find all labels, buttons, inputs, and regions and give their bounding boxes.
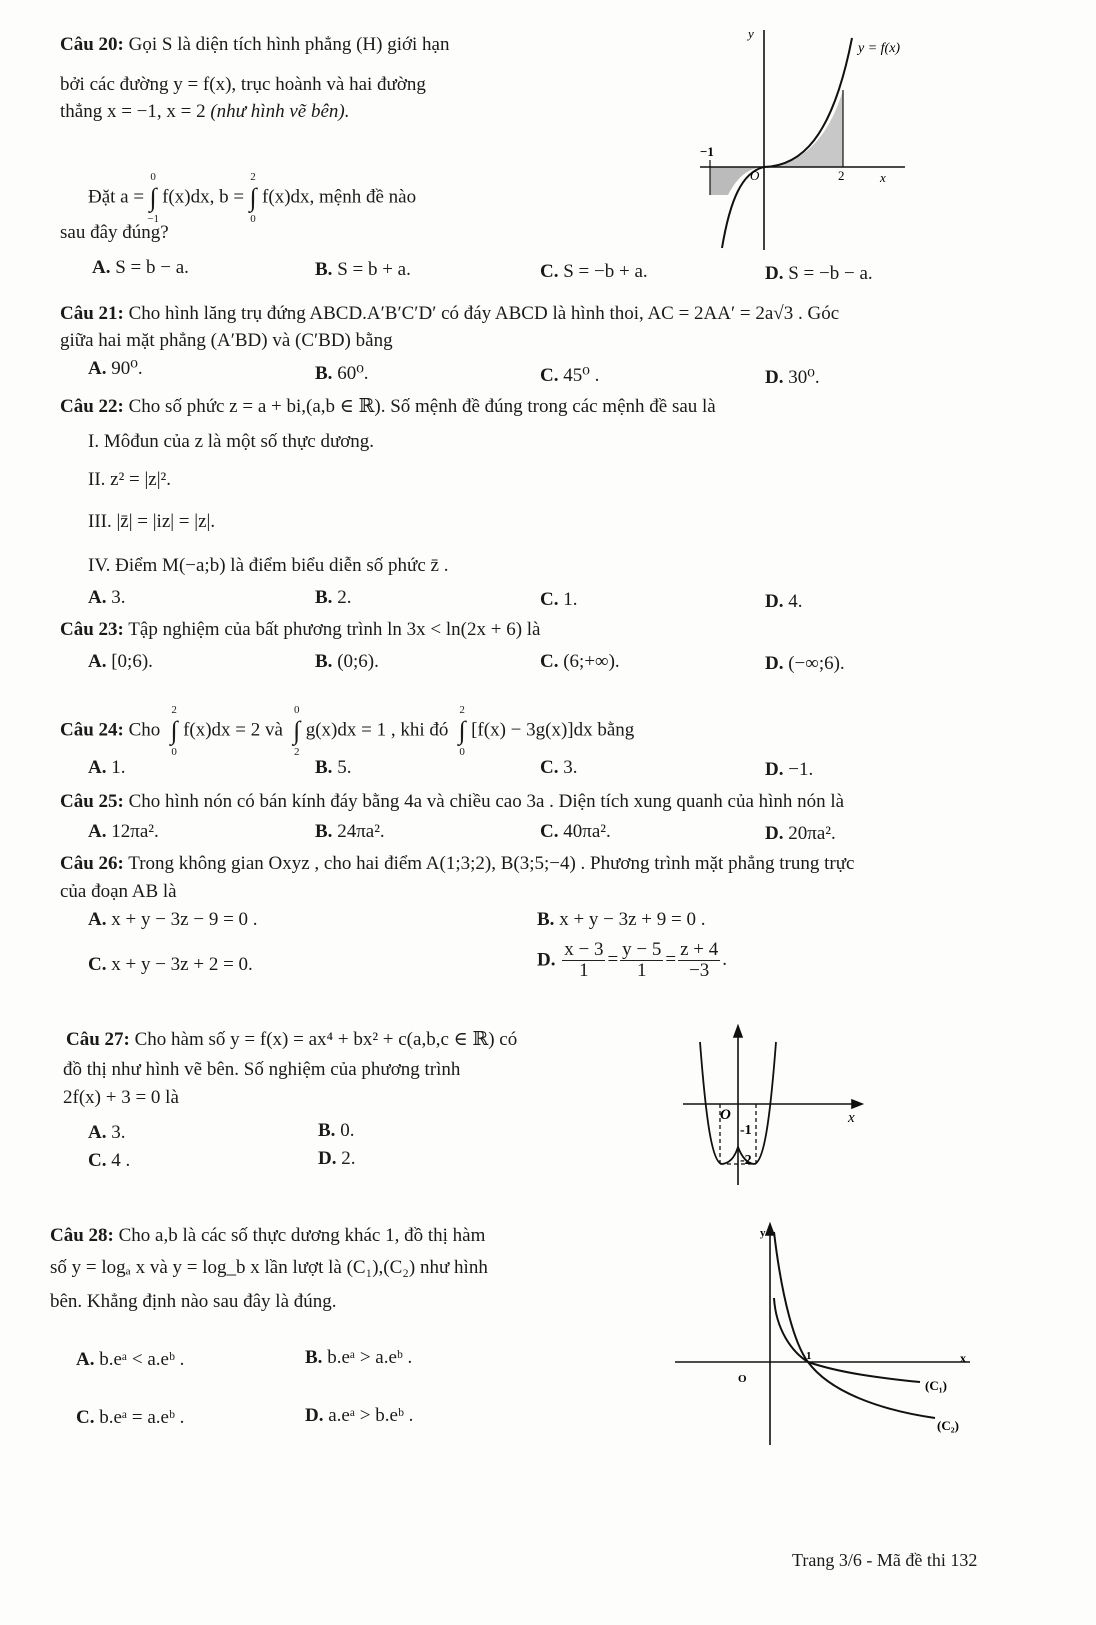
q20-option-d: D. S = −b − a. xyxy=(765,263,873,284)
q20-label-o: O xyxy=(750,168,760,183)
q25-option-b: B. 24πa². xyxy=(315,821,385,842)
q28-option-d: D. a.eᵃ > b.eᵇ . xyxy=(305,1405,414,1426)
q25-option-d: D. 20πa². xyxy=(765,823,836,844)
q27-line3: 2f(x) + 3 = 0 là xyxy=(63,1087,179,1108)
q27-line2: đồ thị như hình vẽ bên. Số nghiệm của phương trình xyxy=(63,1059,461,1080)
q27-option-b: B. 0. xyxy=(318,1120,355,1141)
q20-line3-text: thẳng x = −1, x = 2 xyxy=(60,101,211,122)
q28-label-c1: (C₁) xyxy=(925,1378,947,1393)
q28-graph xyxy=(675,1224,970,1445)
q24-text-b: f(x)dx = 2 và xyxy=(183,719,283,741)
q21-option-c: C. 45⁰ . xyxy=(540,365,600,386)
q20-line1: Câu 20: Gọi S là diện tích hình phẳng (H) giới hạn xyxy=(60,34,450,55)
q21-option-b: B. 60⁰. xyxy=(315,363,369,384)
integral-sign: ∫ xyxy=(249,183,257,212)
q28-option-b: B. b.eᵃ > a.eᵇ . xyxy=(305,1347,413,1368)
q27-label-x: x xyxy=(848,1110,855,1126)
q20-line4-a: Đặt a = xyxy=(88,186,145,208)
integral-lower-limit: 0 xyxy=(250,213,256,225)
q23-option-a: A. [0;6). xyxy=(88,651,153,672)
q28-option-a: A. b.eᵃ < a.eᵇ . xyxy=(76,1349,185,1370)
q28-label-y: y xyxy=(760,1227,766,1239)
q22-line1: Câu 22: Cho số phức z = a + bi,(a,b ∈ ℝ). Số mệnh đề đúng trong các mệnh đề sau là xyxy=(60,396,716,417)
q27-option-c: C. 4 . xyxy=(88,1150,131,1171)
q20-option-a: A. S = b − a. xyxy=(92,257,189,278)
q28-label-1: 1 xyxy=(806,1350,812,1362)
q22-statement-2: II. z² = |z|². xyxy=(88,469,171,490)
q22-option-a: A. 3. xyxy=(88,587,126,608)
q24-option-d: D. −1. xyxy=(765,759,814,780)
q28-line2: số y = logₐ x và y = log_b x lần lượt là (C₁),(C₂) như hình xyxy=(50,1257,488,1278)
q28-label-c2: (C₂) xyxy=(937,1418,959,1433)
q24-option-c: C. 3. xyxy=(540,757,578,778)
integral-upper-limit: 2 xyxy=(250,171,256,183)
integral-sign: ∫ xyxy=(149,183,157,212)
integral-upper-limit: 2 xyxy=(459,704,465,716)
q27-x-arrow xyxy=(852,1100,862,1108)
q20-label-2: 2 xyxy=(838,168,845,183)
q27-graph xyxy=(683,1026,862,1185)
q21-option-a: A. 90⁰. xyxy=(88,358,143,379)
q26-line1: Câu 26: Trong không gian Oxyz , cho hai điểm A(1;3;2), B(3;5;−4) . Phương trình mặt phẳng trung trực xyxy=(60,853,855,874)
q22-statement-3: III. |z̄| = |iz| = |z|. xyxy=(88,511,216,532)
q26-option-a: A. x + y − 3z − 9 = 0 . xyxy=(88,909,258,930)
q24-text-d: [f(x) − 3g(x)]dx bằng xyxy=(471,719,635,741)
q20-label-fx: y = f(x) xyxy=(858,41,901,56)
q28-label-o: O xyxy=(738,1373,747,1385)
q20-line5: sau đây đúng? xyxy=(60,222,169,243)
q22-statement-4: IV. Điểm M(−a;b) là điểm biểu diễn số phức z̄ . xyxy=(88,555,449,576)
integral-sign: ∫ xyxy=(170,716,178,745)
integral-sign: ∫ xyxy=(458,716,466,745)
q20-label-m1: −1 xyxy=(700,144,714,159)
q20-line4-c: f(x)dx, mệnh đề nào xyxy=(262,186,417,208)
q28-line3: bên. Khẳng định nào sau đây là đúng. xyxy=(50,1291,337,1312)
integral-lower-limit: 0 xyxy=(171,746,177,758)
q20-option-c: C. S = −b + a. xyxy=(540,261,648,282)
q27-label-m2: -2 xyxy=(740,1153,752,1168)
q22-statement-1: I. Môđun của z là một số thực dương. xyxy=(88,431,375,452)
q28-label-x: x xyxy=(960,1351,966,1365)
page-footer: Trang 3/6 - Mã đề thi 132 xyxy=(792,1550,978,1570)
q27-option-d: D. 2. xyxy=(318,1148,356,1169)
q27-label-o: O xyxy=(720,1107,731,1123)
q20-label-y: y xyxy=(748,26,754,41)
integral-lower-limit: −1 xyxy=(147,213,159,225)
q20-line4-b: f(x)dx, b = xyxy=(162,186,245,208)
q22-option-d: D. 4. xyxy=(765,591,803,612)
integral-upper-limit: 2 xyxy=(171,704,177,716)
q20-graph xyxy=(700,30,905,250)
q21-line1: Câu 21: Cho hình lăng trụ đứng ABCD.A′B′C′D′ có đáy ABCD là hình thoi, AC = 2AA′ = 2a√3 . Góc xyxy=(60,303,840,324)
q23-option-d: D. (−∞;6). xyxy=(765,653,845,674)
q28-line1: Câu 28: Cho a,b là các số thực dương khác 1, đồ thị hàm xyxy=(50,1225,486,1246)
q24-text-a: Cho xyxy=(128,719,161,741)
q25-option-a: A. 12πa². xyxy=(88,821,159,842)
q27-line1: Câu 27: Cho hàm số y = f(x) = ax⁴ + bx² + c(a,b,c ∈ ℝ) có xyxy=(66,1029,518,1050)
integral-lower-limit: 2 xyxy=(293,746,300,758)
q20-line3-note: (như hình vẽ bên). xyxy=(210,101,350,122)
q22-option-b: B. 2. xyxy=(315,587,352,608)
q20-option-b: B. S = b + a. xyxy=(315,259,411,280)
integral-lower-limit: 0 xyxy=(459,746,465,758)
integral-sign: ∫ xyxy=(293,716,301,745)
integral-upper-limit: 0 xyxy=(293,704,300,716)
q26-option-b: B. x + y − 3z + 9 = 0 . xyxy=(537,909,706,930)
q23-line1: Câu 23: Tập nghiệm của bất phương trình ln 3x < ln(2x + 6) là xyxy=(60,619,541,640)
q20-shaded-right xyxy=(764,90,843,167)
q22-option-c: C. 1. xyxy=(540,589,578,610)
q21-line2: giữa hai mặt phẳng (A′BD) và (C′BD) bằng xyxy=(60,330,393,351)
q25-line1: Câu 25: Cho hình nón có bán kính đáy bằng 4a và chiều cao 3a . Diện tích xung quanh của hình nón là xyxy=(60,791,845,812)
q28-curve-c2 xyxy=(774,1232,935,1418)
q24-option-b: B. 5. xyxy=(315,757,352,778)
q26-option-d: D. $\frac{x - 3}{1}$ = $\frac{y - 5}{1}$ = $\frac{z + 4}{-3}$ . xyxy=(537,939,728,981)
q28-y-arrow xyxy=(766,1224,774,1235)
q25-option-c: C. 40πa². xyxy=(540,821,611,842)
q23-option-b: B. (0;6). xyxy=(315,651,379,672)
q27-label-m1: -1 xyxy=(740,1123,752,1138)
integral-upper-limit: 0 xyxy=(150,171,156,183)
q27-y-arrow xyxy=(734,1026,742,1037)
q24-option-a: A. 1. xyxy=(88,757,126,778)
q20-line2: bởi các đường y = f(x), trục hoành và hai đường xyxy=(60,74,426,95)
q27-option-a: A. 3. xyxy=(88,1122,126,1143)
q24-label: Câu 24: xyxy=(60,719,124,741)
q26-line2: của đoạn AB là xyxy=(60,881,177,902)
q28-option-c: C. b.eᵃ = a.eᵇ . xyxy=(76,1407,185,1428)
q23-option-c: C. (6;+∞). xyxy=(540,651,620,672)
q24-text-c: g(x)dx = 1 , khi đó xyxy=(305,719,449,741)
q21-option-d: D. 30⁰. xyxy=(765,367,820,388)
q20-label-x: x xyxy=(880,170,886,185)
q26-option-c: C. x + y − 3z + 2 = 0. xyxy=(88,954,253,975)
